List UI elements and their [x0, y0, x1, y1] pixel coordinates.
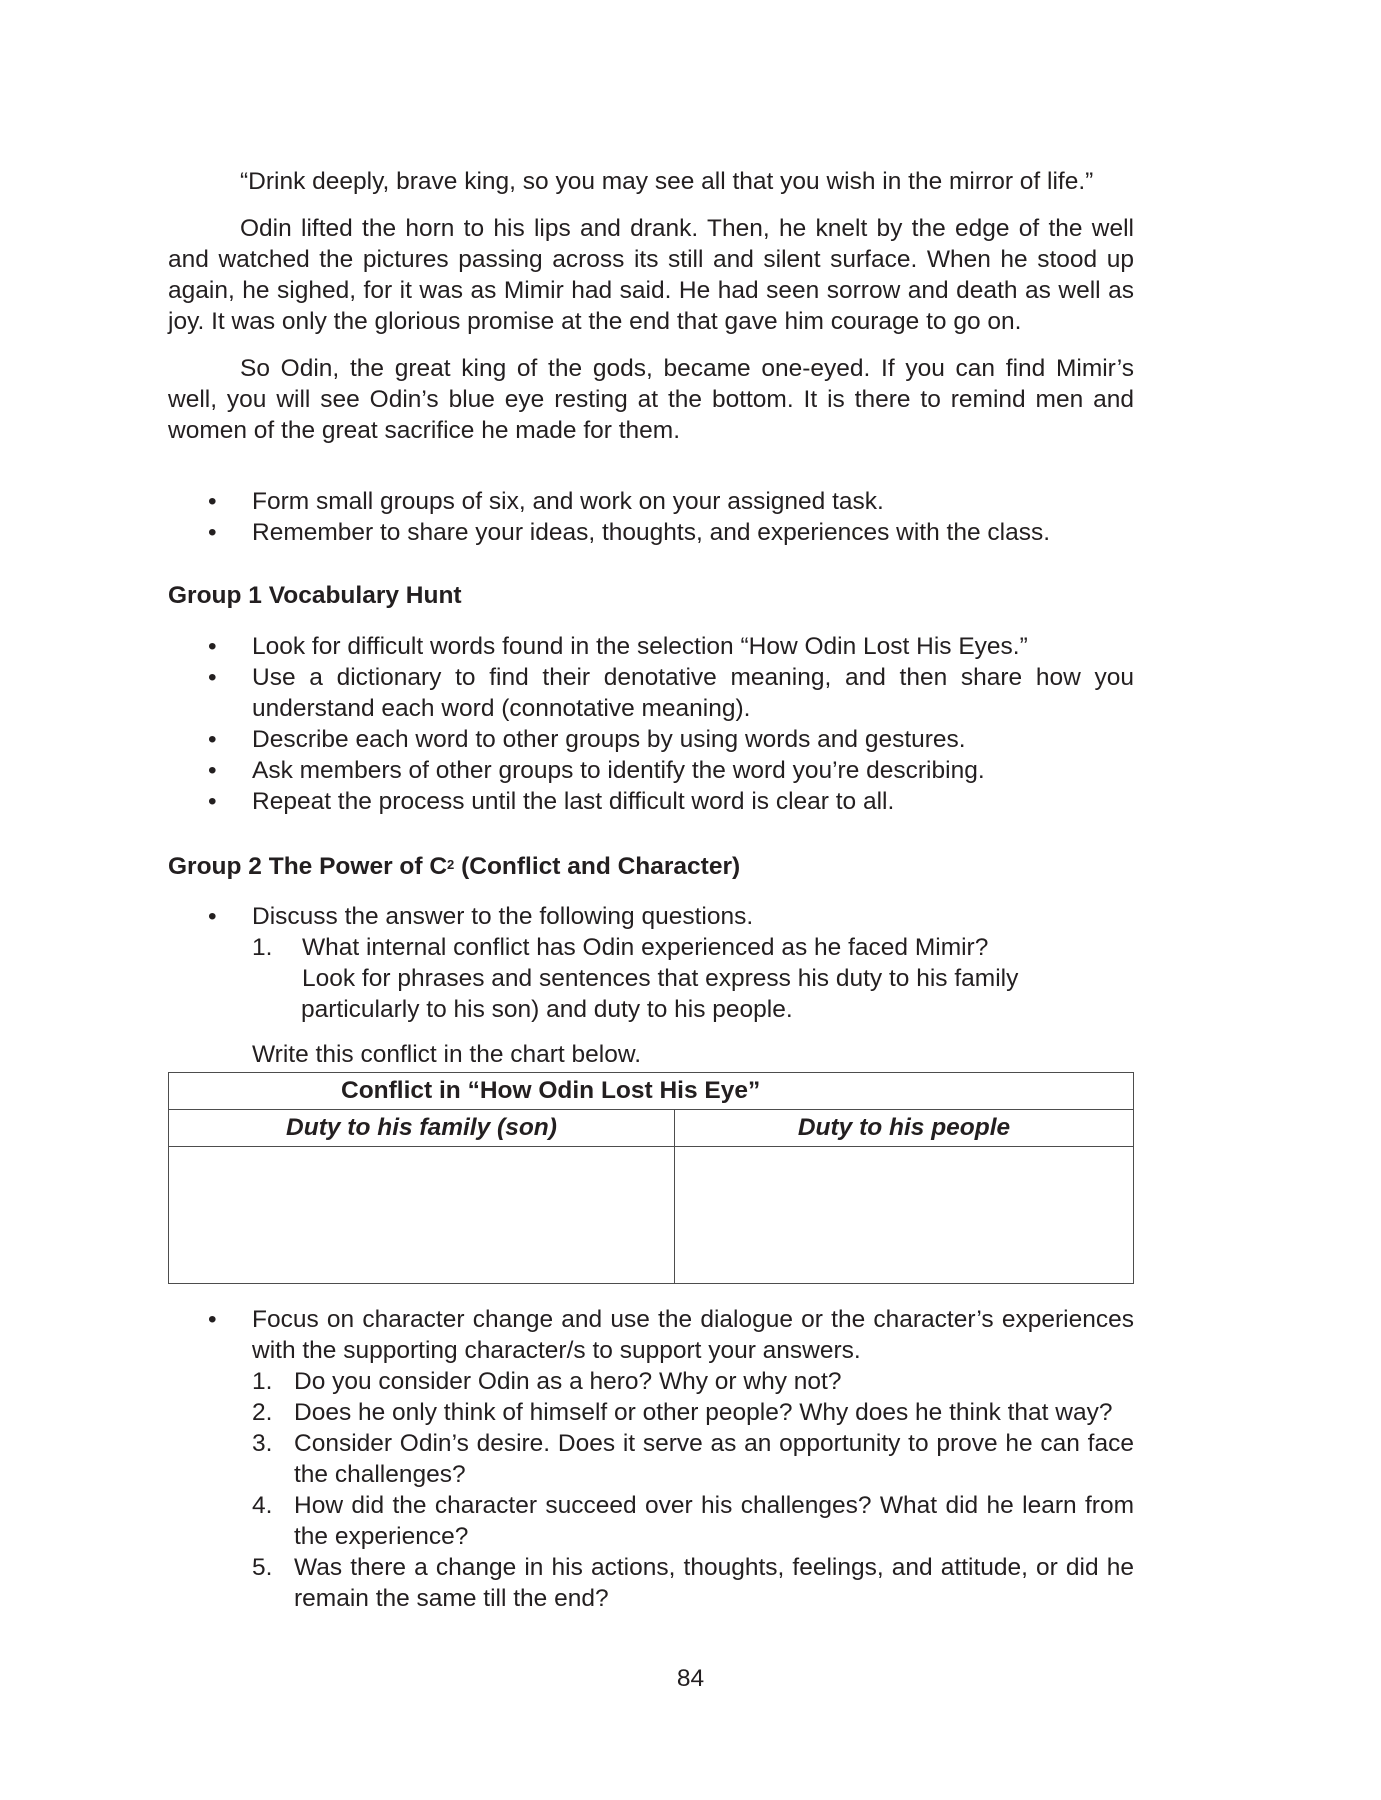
page-content: [168, 166, 1134, 1614]
chart-cell-family-answer[interactable]: [169, 1147, 675, 1284]
list-item: • Use a dictionary to find their denotative meaning, and then share how you understand each word (connotative meaning).: [208, 664, 1134, 722]
list-item: • Form small groups of six, and work on your assigned task.: [208, 488, 884, 515]
story-paragraph-2: Odin lifted the horn to his lips and drank. Then, he knelt by the edge of the well and watched the pictures passing across its still and silent surface. When he stood up again, he sighed, for it was as Mimir had said. He had seen sorrow and death as well as joy. It was only the glorious promise at the end that gave him courage to go on.: [168, 215, 1134, 335]
bullet-icon: •: [208, 519, 217, 546]
list-item: • Ask members of other groups to identify the word you’re describing.: [208, 757, 985, 784]
list-item: 1. What internal conflict has Odin experienced as he faced Mimir?: [252, 934, 989, 961]
page-number: 84: [676, 1665, 705, 1692]
list-item: • Describe each word to other groups by using words and gestures.: [208, 726, 966, 753]
chart-cell-people-answer[interactable]: [675, 1147, 1134, 1284]
question-1-line-3: particularly to his son) and duty to his people.: [301, 996, 793, 1023]
group2-question-1: [168, 932, 1134, 963]
chart-column-family: Duty to his family (son): [169, 1110, 675, 1147]
chart-column-people: Duty to his people: [675, 1110, 1134, 1147]
bullet-icon: •: [208, 903, 217, 930]
bullet-icon: •: [208, 726, 217, 753]
group1-heading: Group 1 Vocabulary Hunt: [168, 582, 462, 609]
bullet-icon: •: [208, 664, 217, 691]
list-item: • Repeat the process until the last difficult word is clear to all.: [208, 788, 895, 815]
chart-title: Conflict in “How Odin Lost His Eye”: [169, 1073, 1134, 1110]
list-item: 5. Was there a change in his actions, thoughts, feelings, and attitude, or did he remain the same till the end?: [252, 1554, 1134, 1612]
conflict-chart: [168, 1072, 1134, 1284]
list-item: • Discuss the answer to the following questions.: [208, 903, 754, 930]
group1-list: [168, 631, 1134, 817]
story-paragraph-1: “Drink deeply, brave king, so you may see all that you wish in the mirror of life.”: [240, 168, 1094, 195]
bullet-icon: •: [208, 633, 217, 660]
bullet-icon: •: [208, 757, 217, 784]
list-item: • Look for difficult words found in the selection “How Odin Lost His Eyes.”: [208, 633, 1028, 660]
list-item: 1. Do you consider Odin as a hero? Why or why not?: [252, 1368, 842, 1395]
group2-questions: [168, 1366, 1134, 1614]
chart-intro: Write this conflict in the chart below.: [252, 1041, 641, 1068]
bullet-icon: •: [208, 1306, 217, 1333]
question-1-line-2: Look for phrases and sentences that express his duty to his family: [302, 965, 1019, 992]
group2-list-2: [168, 1304, 1134, 1366]
list-item: • Remember to share your ideas, thoughts, and experiences with the class.: [208, 519, 1051, 546]
list-item: 4. How did the character succeed over his challenges? What did he learn from the experience?: [252, 1492, 1134, 1550]
group2-list-1: [168, 901, 1134, 932]
group2-heading: Group 2 The Power of $C^2$ (Conflict and Character): [168, 853, 741, 880]
list-item: 2. Does he only think of himself or other people? Why does he think that way?: [252, 1399, 1113, 1426]
list-item: 3. Consider Odin’s desire. Does it serve as an opportunity to prove he can face the challenges?: [252, 1430, 1134, 1488]
instruction-list: [168, 486, 1134, 548]
list-item: • Focus on character change and use the dialogue or the character’s experiences with the supporting character/s to support your answers.: [208, 1306, 1134, 1364]
bullet-icon: •: [208, 488, 217, 515]
story-paragraph-3: So Odin, the great king of the gods, became one-eyed. If you can find Mimir’s well, you will see Odin’s blue eye resting at the bottom. It is there to remind men and women of the great sacrifice he made for them.: [168, 355, 1134, 444]
bullet-icon: •: [208, 788, 217, 815]
